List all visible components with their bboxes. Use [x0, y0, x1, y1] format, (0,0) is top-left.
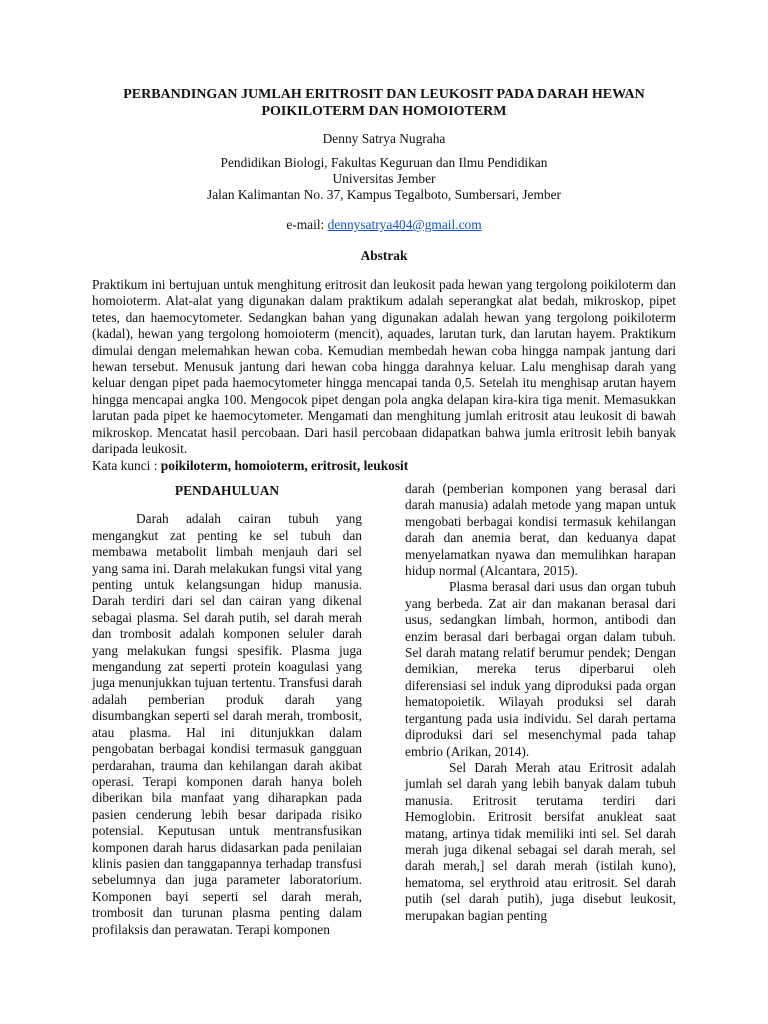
keywords-label: Kata kunci : — [92, 458, 161, 473]
author-name: Denny Satrya Nugraha — [322, 131, 446, 146]
right-paragraph-1: darah (pemberian komponen yang berasal dari darah manusia) adalah metode yang mapan untuk mengobati berbagai kondisi termasuk kehilangan darah dan anemia berat, dan keduanya dapat menyelamatkan nyawa dan memulihkan harapan hidup normal (Alcantara, 2015). — [405, 481, 676, 579]
right-column — [405, 481, 676, 924]
email-label: e-mail: — [286, 217, 328, 232]
section-heading: PENDAHULUAN — [174, 483, 280, 498]
keywords-list: poikiloterm, homoioterm, eritrosit, leukosit — [160, 458, 409, 473]
left-paragraph: Darah adalah cairan tubuh yang mengangkut zat penting ke sel tubuh dan membawa metabolit limbah menjauh dari sel yang sama ini. Darah melakukan fungsi vital yang penting untuk kelangsungan hidup manusia. Darah terdiri dari sel dan cairan yang dikenal sebagai plasma. Sel darah putih, sel darah merah dan trombosit adalah komponen seluler darah yang melakukan fungsi spesifik. Plasma juga mengandung zat seperti protein koagulasi yang juga menunjukkan tujuan tertentu. Transfusi darah adalah pemberian produk darah yang disumbangkan seperti sel darah merah, trombosit, atau plasma. Hal ini ditunjukkan dalam pengobatan berbagai kondisi termasuk gangguan perdarahan, trauma dan kehilangan darah akibat operasi. Terapi komponen darah hanya boleh diberikan bila manfaat yang diharapkan pada pasien cenderung lebih besar daripada risiko potensial. Keputusan untuk mentransfusikan komponen darah harus didasarkan pada penilaian klinis pasien dan tanggapannya terhadap transfusi sebelumnya dan juga parameter laboratorium. Komponen bayi seperti sel darah merah, trombosit dan turunan plasma penting dalam profilaksis dan perawatan. Terapi komponen — [92, 511, 362, 937]
right-paragraph-2: Plasma berasal dari usus dan organ tubuh yang berbeda. Zat air dan makanan berasal dari usus, sedangkan limbah, hormon, antibodi dan enzim berasal dari berbagai organ dalam tubuh. Sel darah matang relatif berumur pendek; Dengan demikian, mereka terus diperbarui oleh diferensiasi sel induk yang diproduksi pada organ hematopoietik. Wilayah produksi sel darah tergantung pada usia individu. Sel darah pertama diproduksi dari sel mesenchymal pada tahap embrio (Arikan, 2014). — [405, 579, 676, 759]
affiliation-line-3: Jalan Kalimantan No. 37, Kampus Tegalboto, Sumbersari, Jember — [207, 187, 561, 202]
abstract-heading: Abstrak — [360, 248, 408, 263]
affiliation-line-2: Universitas Jember — [332, 171, 436, 186]
affiliation-line-1: Pendidikan Biologi, Fakultas Keguruan dan Ilmu Pendidikan — [220, 155, 548, 170]
email-line — [80, 217, 688, 233]
abstract-body: Praktikum ini bertujuan untuk menghitung eritrosit dan leukosit pada hewan yang tergolong poikiloterm dan homoioterm. Alat-alat yang digunakan dalam praktikum adalah seperangkat alat bedah, mikroskop, pipet tetes, dan haemocytometer. Sedangkan bahan yang digunakan adalah hewan yang tergolong poikiloterm (kadal), hewan yang tergolong homoioterm (mencit), aquades, larutan turk, dan larutan hayem. Praktikum dimulai dengan melemahkan hewan coba. Kemudian membedah hewan coba hingga nampak jantung dari hewan tersebut. Menusuk jantung dari hewan coba hingga darahnya keluar. Lalu menghisap darah yang keluar dengan pipet pada haemocytometer hingga mencapai tanda 0,5. Setelah itu menghisap arutan hayem hingga mencapai angka 100. Mengocok pipet dengan pola angka delapan kira-kira tiga menit. Memasukkan larutan pada pipet ke haemocytometer. Mengamati dan menghitung jumlah eritrosit atau leukosit di bawah mikroskop. Mencatat hasil percobaan. Dari hasil percobaan didapatkan bahwa jumla eritrosit lebih banyak daripada leukosit. — [92, 277, 676, 457]
right-paragraph-3: Sel Darah Merah atau Eritrosit adalah jumlah sel darah yang lebih banyak dalam tubuh manusia. Eritrosit terutama terdiri dari Hemoglobin. Eritrosit bersifat anukleat saat matang, artinya tidak memiliki inti sel. Sel darah merah juga dikenal sebagai sel darah merah, sel darah merah,] sel darah merah (istilah kuno), hematoma, sel erythroid atau eritrosit. Sel darah putih (sel darah putih), juga disebut leukosit, merupakan bagian penting — [405, 759, 676, 923]
keywords-line — [92, 458, 676, 474]
left-column — [92, 483, 362, 938]
paper-title: PERBANDINGAN JUMLAH ERITROSIT DAN LEUKOSIT PADA DARAH HEWAN POIKILOTERM DAN HOMOIOTERM — [123, 87, 645, 119]
email-link[interactable]: dennysatrya404@gmail.com — [327, 217, 482, 232]
